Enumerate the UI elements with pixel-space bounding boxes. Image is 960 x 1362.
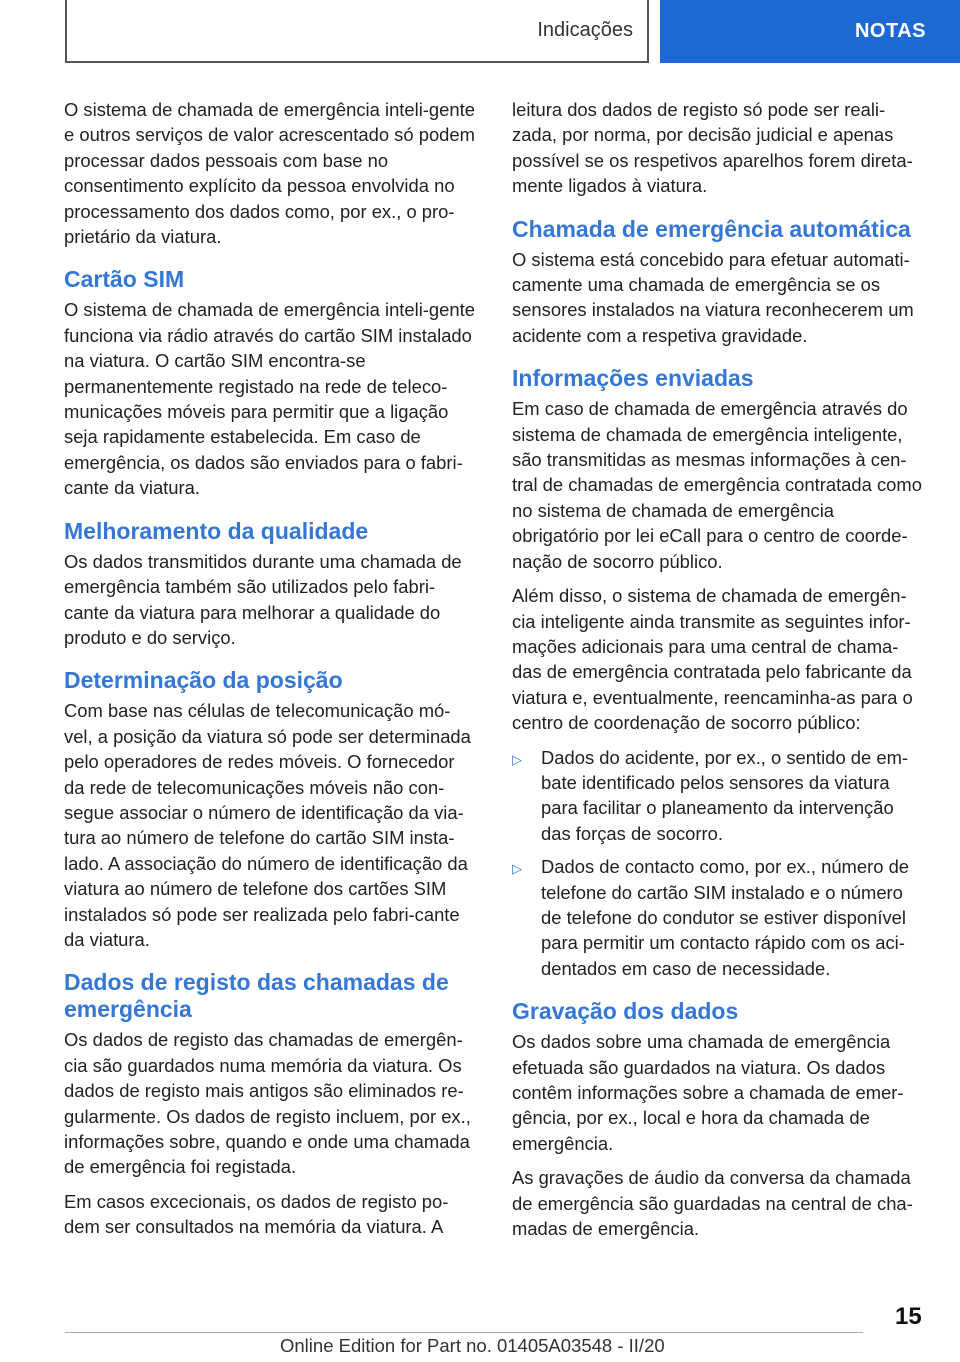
triangle-right-icon: ▷ — [512, 861, 522, 877]
paragraph-automatic-call: O sistema está concebido para efetuar automati-camente uma chamada de emergência se os sensores instalados na viatura reconhecerem um acidente com a respetiva gravidade. — [512, 248, 914, 346]
paragraph-data-recording-1: Os dados sobre uma chamada de emergência efetuada são guardados na viatura. Os dados contêm informações sobre a chamada de emer-gência, por ex., local e hora da chamada de emergência. — [512, 1031, 904, 1154]
triangle-right-icon: ▷ — [512, 751, 522, 767]
paragraph-continued: leitura dos dados de registo só pode ser reali-zada, por norma, por decisão judicial e apenas possível se os respetivos aparelhos forem direta-mente ligados à viatura. — [512, 99, 913, 197]
header-section-title: Indicações — [537, 19, 633, 41]
header-chapter-tab — [660, 0, 960, 63]
paragraph-call-records-1: Os dados de registo das chamadas de emergên-cia são guardados numa memória da viatura. Os dados de registo mais antigos são eliminados re-gularmente. Os dados de registo incluem, por ex., informações sobre, quando e onde uma chamada de emergência foi registada. — [64, 1029, 471, 1178]
page-number: 15 — [895, 1303, 922, 1330]
list-item — [512, 854, 926, 981]
footer-edition-text: Online Edition for Part no. 01405A03548 - II/20 — [280, 1335, 665, 1356]
heading-data-recording: Gravação dos dados — [512, 998, 739, 1025]
header-section-tab — [65, 0, 649, 63]
heading-call-records: Dados de registo das chamadas de emergência — [64, 969, 449, 1023]
heading-sent-information: Informações enviadas — [512, 365, 754, 392]
heading-sim-card: Cartão SIM — [64, 266, 185, 293]
right-column — [512, 97, 926, 1250]
footer-divider — [65, 1332, 863, 1333]
heading-position-determination: Determinação da posição — [64, 667, 343, 694]
list-item-text: Dados de contacto como, por ex., número de telefone do cartão SIM instalado e o número de telefone do condutor se estiver disponível para permitir um contacto rápido com os aci-dentados em caso de necessidade. — [541, 856, 910, 979]
header-chapter-title: NOTAS — [854, 20, 926, 42]
paragraph-position-determination: Com base nas células de telecomunicação mó-vel, a posição da viatura só pode ser determinada pelo operadores de redes móveis. O fornecedor da rede de telecomunicações móveis não con-segue associar o número de identificação da via-tura ao número de telefone do cartão SIM insta-lado. A associação do número de identificação da viatura ao número de telefone dos cartões SIM instalados só pode ser realizada pelo fabri-cante da viatura. — [64, 700, 471, 950]
list-item — [512, 745, 926, 847]
bullet-list — [512, 745, 926, 982]
paragraph-data-recording-2: As gravações de áudio da conversa da chamada de emergência são guardadas na central de cha-madas de emergência. — [512, 1167, 913, 1240]
paragraph-quality-improvement: Os dados transmitidos durante uma chamada de emergência também são utilizados pelo fabri-cante da viatura para melhorar a qualidade do produto e do serviço. — [64, 550, 462, 648]
left-column — [64, 97, 478, 1249]
paragraph-intro: O sistema de chamada de emergência inteli-gente e outros serviços de valor acrescentado só podem processar dados pessoais com base no consentimento explícito da pessoa envolvida no processamento dos dados como, por ex., o pro-prietário da viatura. — [64, 99, 475, 248]
list-item-text: Dados do acidente, por ex., o sentido de em-bate identificado pelos sensores da viatura para facilitar o planeamento da intervenção das forças de socorro. — [541, 746, 909, 844]
paragraph-sent-information-2: Além disso, o sistema de chamada de emergên-cia inteligente ainda transmite as seguintes infor-mações adicionais para uma central de chama-das de emergência contratada pelo fabricante da viatura e, eventualmente, reencaminha-as para o centro de coordenação de socorro público: — [512, 585, 913, 734]
heading-quality-improvement: Melhoramento da qualidade — [64, 517, 369, 544]
heading-automatic-call: Chamada de emergência automática — [512, 215, 911, 242]
paragraph-sim-card: O sistema de chamada de emergência inteli-gente funciona via rádio através do cartão SIM instalado na viatura. O cartão SIM encontra-se permanentemente registado na rede de teleco-municações móveis para permitir que a ligação seja rapidamente estabelecida. Em caso de emergência, os dados são enviados para o fabri-cante da viatura. — [64, 299, 475, 499]
paragraph-sent-information-1: Em caso de chamada de emergência através do sistema de chamada de emergência inteligente, são transmitidas as mesmas informações à cen-tral de chamadas de emergência contratada como no sistema de chamada de emergência obrigatório por lei eCall para o centro de coorde-nação de socorro público. — [512, 398, 922, 572]
paragraph-call-records-2: Em casos excecionais, os dados de registo po-dem ser consultados na memória da viatura. A — [64, 1190, 449, 1238]
